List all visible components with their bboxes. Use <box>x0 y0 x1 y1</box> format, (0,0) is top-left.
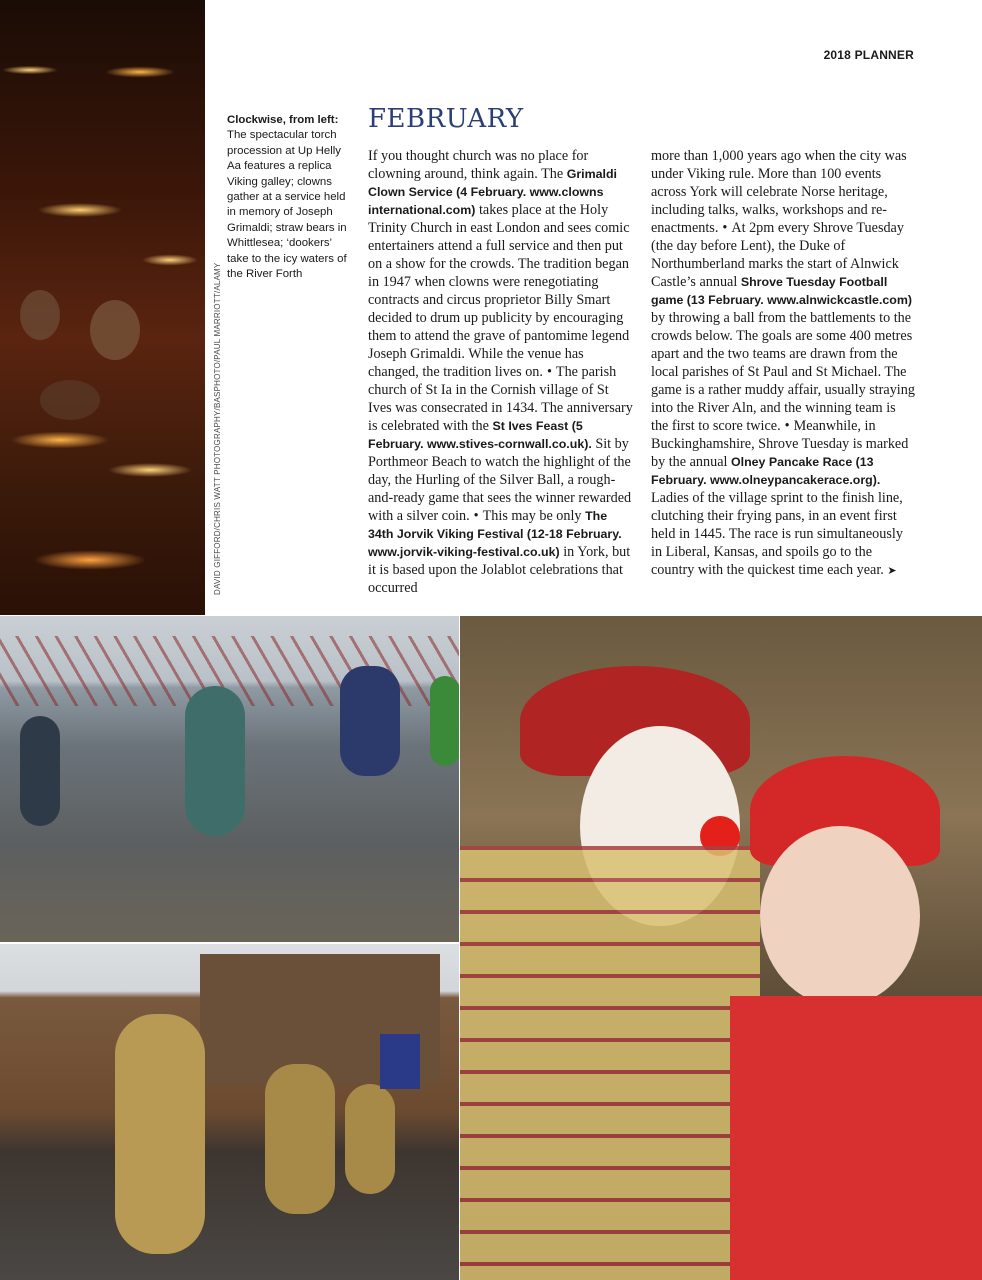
col2-p2: At 2pm every Shrove Tuesday (the day before Lent), the Duke of Northumberland marks the start of Alnwick Castle’s annual <box>651 220 904 290</box>
event-shrove-football: Shrove Tuesday Football game (13 February. www.alnwickcastle.com) <box>651 275 912 307</box>
caption-text: The spectacular torch procession at Up Helly Aa features a replica Viking galley; clowns gather at a service held in memory of Joseph Grimaldi; straw bears in Whittlesea; ‘dookers’ take to the icy waters of the River Forth <box>227 129 347 281</box>
dookers-river-forth-photo <box>0 616 459 942</box>
caption-lead: Clockwise, from left: <box>227 114 339 126</box>
page-title: FEBRUARY <box>368 104 524 134</box>
col2-p5: Ladies of the village sprint to the finish line, clutching their frying pans, in an event first held in 1445. The race is run simultaneously in Liberal, Kansas, and spoils go to the country with the quickest time each year. <box>651 490 903 578</box>
bullet: • <box>546 364 552 380</box>
col1-p3: The parish church of St Ia in the Cornish village of St Ives was consecrated in 1434. The anniversary is celebrated with the <box>368 364 633 434</box>
bullet: • <box>473 508 479 524</box>
section-label: 2018 PLANNER <box>823 48 914 62</box>
col1-p6: in York, but it is based upon the Jolablot celebrations that occurred <box>368 544 631 596</box>
grimaldi-clowns-photo <box>460 616 982 1280</box>
bullet: • <box>784 418 790 434</box>
photo-caption <box>227 113 349 282</box>
bullet: • <box>722 220 728 236</box>
torch-procession-photo <box>0 0 205 615</box>
article-column-2 <box>651 147 916 580</box>
photo-credit: DAVID GIFFORD/CHRIS WATT PHOTOGRAPHY/BASPHOTO/PAUL MARRIOTT/ALAMY <box>213 262 222 595</box>
straw-bears-photo <box>0 944 459 1280</box>
col2-p1: more than 1,000 years ago when the city was under Viking rule. More than 100 events across York will celebrate Norse heritage, including talks, walks, workshops and re-enactments. <box>651 148 907 236</box>
col1-p1: If you thought church was no place for clowning around, think again. The <box>368 148 589 182</box>
continue-arrow-icon: ➤ <box>887 564 897 577</box>
col1-p4: Sit by Porthmeor Beach to watch the highlight of the day, the Hurling of the Silver Ball, a rough-and-ready game that sees the winner rewarded with a silver coin. <box>368 436 632 524</box>
event-olney-pancake: Olney Pancake Race (13 February. www.olneypancakerace.org). <box>651 455 881 487</box>
col2-p3: by throwing a ball from the battlements to the crowds below. The goals are some 400 metres apart and the two teams are drawn from the local parishes of St Paul and St Michael. The game is a rather muddy affair, usually straying into the River Aln, and the winning team is the first to score twice. <box>651 310 915 434</box>
event-grimaldi: Grimaldi Clown Service (4 February. www.clowns international.com) <box>368 167 617 217</box>
event-jorvik: The 34th Jorvik Viking Festival (12-18 February. www.jorvik-viking-festival.co.uk) <box>368 509 622 559</box>
article-column-1 <box>368 147 633 597</box>
col2-p4: Meanwhile, in Buckinghamshire, Shrove Tuesday is marked by the annual <box>651 418 909 470</box>
col1-p5: This may be only <box>482 508 586 524</box>
col1-p2: takes place at the Holy Trinity Church in east London and sees comic entertainers attend a full service and then put on a show for the crowds. The tradition began in 1947 when clowns were renegotiating contracts and circus proprietor Billy Smart decided to drum up publicity by encouraging them to attend the grave of pantomime legend Joseph Grimaldi. While the venue has changed, the tradition lives on. <box>368 202 630 380</box>
event-st-ives: St Ives Feast (5 February. www.stives-cornwall.co.uk). <box>368 419 592 451</box>
